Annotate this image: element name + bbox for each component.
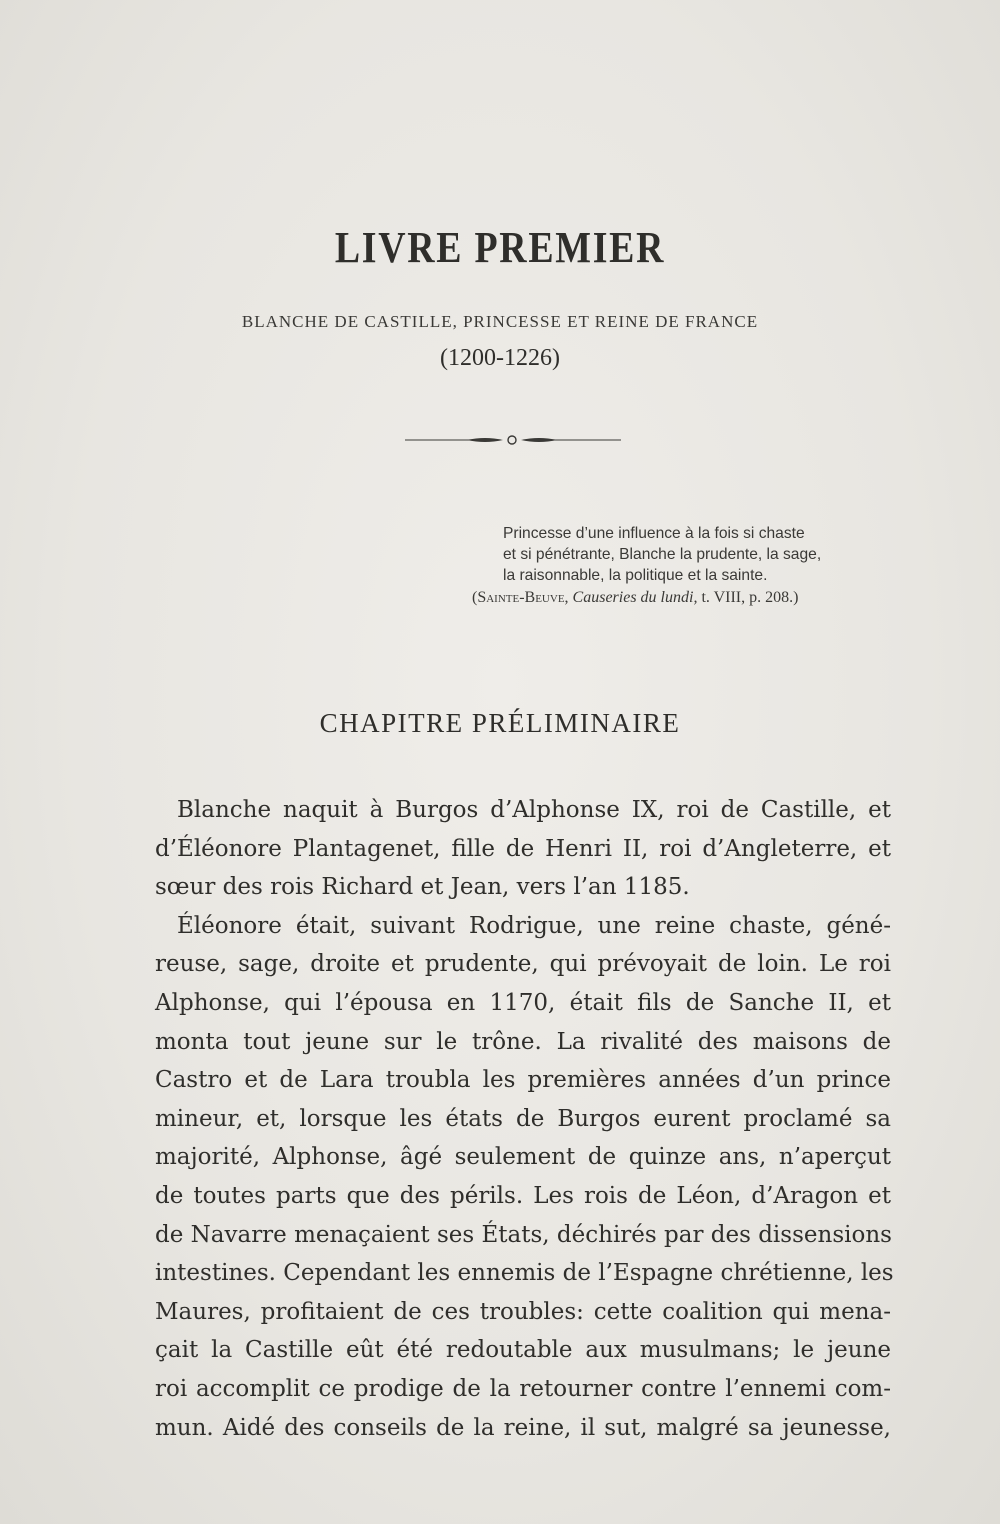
epigraph-line: Princesse d’une influence à la fois si chaste: [503, 525, 805, 542]
body-line: d’Éléonore Plantagenet, fille de Henri II, roi d’Angleterre, et: [155, 835, 891, 862]
epigraph-citation: [472, 587, 893, 608]
body-line: mineur, et, lorsque les états de Burgos eurent proclamé sa: [155, 1105, 891, 1132]
book-subtitle: BLANCHE DE CASTILLE, PRINCESSE ET REINE DE FRANCE: [241, 312, 759, 331]
body-line: çait la Castille eût été redoutable aux musulmans; le jeune: [155, 1337, 891, 1364]
body-line: Éléonore était, suivant Rodrigue, une reine chaste, géné-: [177, 912, 891, 939]
body-line: Castro et de Lara troubla les premières années d’un prince: [155, 1067, 891, 1094]
ornament-divider: [405, 432, 621, 448]
body-line: sœur des rois Richard et Jean, vers l’an 1185.: [155, 874, 690, 901]
body-line: monta tout jeune sur le trône. La rivalité des maisons de: [155, 1028, 891, 1055]
body-line: roi accomplit ce prodige de la retourner contre l’ennemi com-: [155, 1375, 891, 1402]
citation-work: Causeries du lundi,: [572, 589, 698, 606]
book-dates: (1200-1226): [440, 345, 560, 371]
epigraph-line: et si pénétrante, Blanche la prudente, la sage,: [503, 546, 822, 563]
epigraph: [472, 523, 893, 608]
body-line: intestines. Cependant les ennemis de l’Espagne chrétienne, les: [155, 1260, 894, 1287]
body-line: Maures, profitaient de ces troubles: cette coalition qui mena-: [155, 1298, 891, 1325]
citation-author: Sainte-Beuve: [477, 589, 565, 606]
chapter-title: CHAPITRE PRÉLIMINAIRE: [319, 708, 681, 738]
body-line: Blanche naquit à Burgos d’Alphonse IX, roi de Castille, et: [177, 797, 891, 823]
citation-separator: ,: [564, 589, 573, 606]
body-line: mun. Aidé des conseils de la reine, il sut, malgré sa jeunesse,: [155, 1414, 891, 1441]
epigraph-line: la raisonnable, la politique et la sainte.: [503, 567, 768, 584]
body-line: reuse, sage, droite et prudente, qui prévoyait de loin. Le roi: [155, 951, 891, 978]
body-line: Alphonse, qui l’épousa en 1170, était fils de Sanche II, et: [155, 989, 891, 1016]
citation-open: (: [472, 589, 478, 606]
body-line: de toutes parts que des périls. Les rois de Léon, d’Aragon et: [155, 1182, 891, 1209]
body-text: [155, 791, 894, 1447]
book-title: LIVRE PREMIER: [334, 223, 666, 272]
citation-reference: t. VIII, p. 208.): [697, 589, 799, 606]
body-line: majorité, Alphonse, âgé seulement de quinze ans, n’aperçut: [155, 1144, 891, 1171]
body-line: de Navarre menaçaient ses États, déchirés par des dissensions: [155, 1221, 892, 1248]
